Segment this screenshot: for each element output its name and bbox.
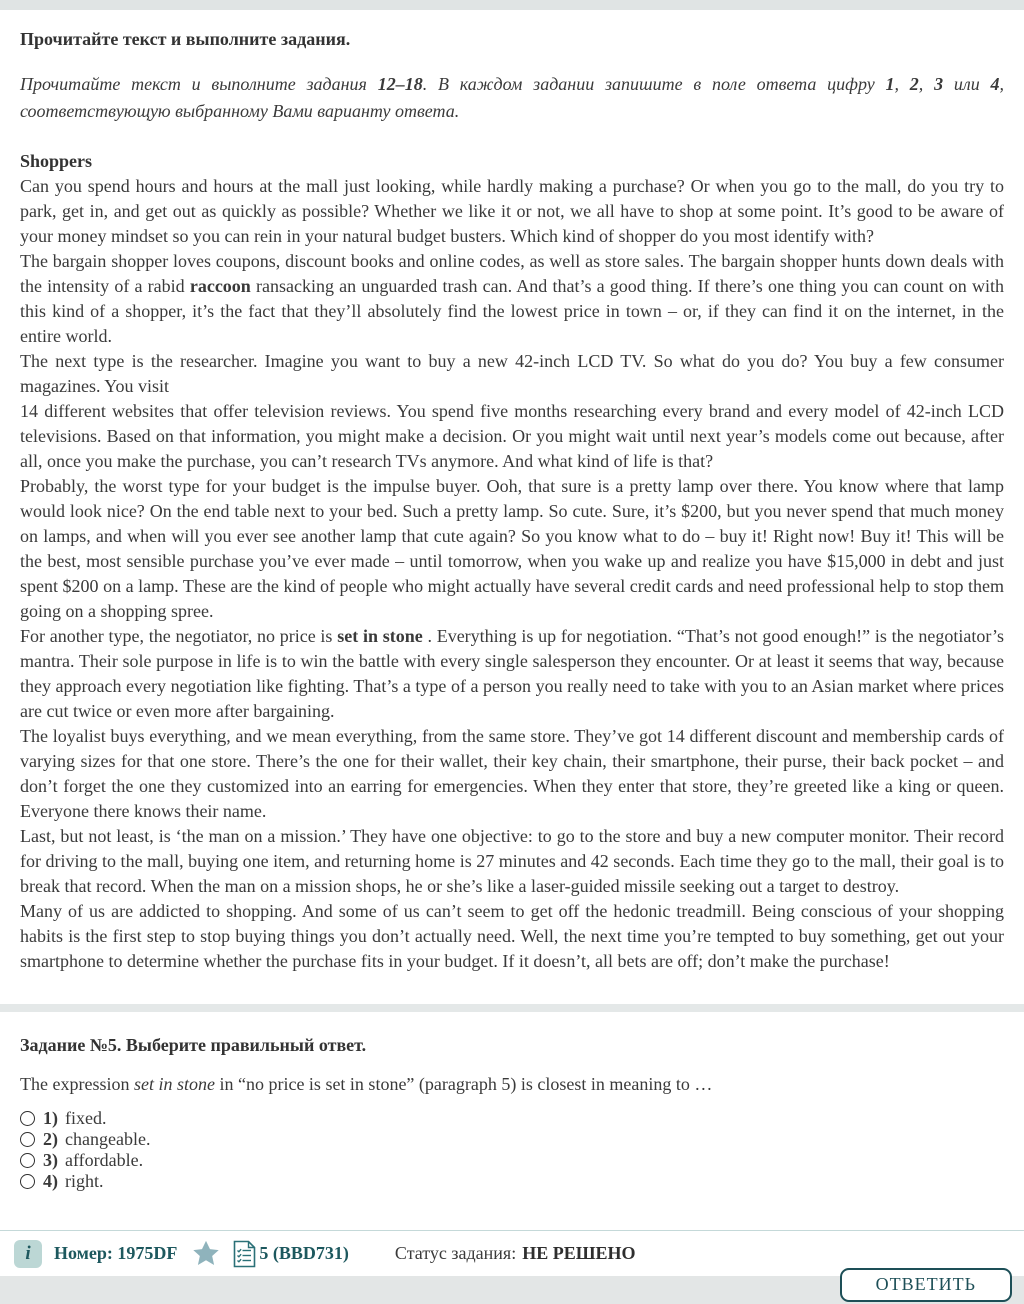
passage-paragraph xyxy=(20,724,1004,824)
radio-button-icon[interactable] xyxy=(20,1174,35,1189)
text-segment: 3 xyxy=(934,74,944,94)
instructions-title: Прочитайте текст и выполните задания. xyxy=(20,29,351,49)
option-number: 4) xyxy=(43,1171,58,1191)
text-segment: , xyxy=(894,74,910,94)
text-segment: set in stone xyxy=(133,1074,215,1094)
passage-title: Shoppers xyxy=(20,151,93,171)
answer-option[interactable] xyxy=(20,1108,1004,1129)
task-number-label: Номер: 1975DF xyxy=(54,1243,178,1263)
answer-options xyxy=(20,1108,1004,1192)
status-value: НЕ РЕШЕНО xyxy=(522,1243,636,1263)
status-label: Статус задания: xyxy=(394,1243,517,1263)
task-reference-link[interactable] xyxy=(233,1240,349,1268)
text-segment: The loyalist buys everything, and we mean everything, from the same store. They’ve got 14 different discount and membership cards of varying sizes for that one store. There’s the one for their wallet, their key chain, their smartphone, their purse, their back pocket – and don’t forget the one they customized into an earring for emergencies. When they enter that store, they’re greeted like a king or queen. Everyone there knows their name. xyxy=(20,726,1004,821)
option-label: affordable. xyxy=(65,1150,144,1170)
text-segment: Can you spend hours and hours at the mall just looking, while hardly making a purchase? Or when you go to the mall, do you try to park, get in, and get out as quickly as possible? Whether we like it or not, we all have to shop at some point. It’s good to be aware of your money mindset so you can rein in your natural budget busters. Which kind of shopper do you most identify with? xyxy=(20,176,1004,246)
passage-paragraph xyxy=(20,399,1004,474)
text-segment: Many of us are addicted to shopping. And some of us can’t seem to get off the hedonic treadmill. Being conscious of your shopping habits is the first step to stop buying things you don’t actually need. Well, the next time you’re tempted to buy something, get out your smartphone to determine whether the purchase fits in your budget. If it doesn’t, all bets are off; don’t make the purchase! xyxy=(20,901,1004,971)
text-segment: ransacking an unguarded trash can. And that’s a good thing. If there’s one thing you can count on with this kind of a shopper, it’s the fact that they’ll absolutely find the lowest price in town – or, if they can find it on the internet, in the entire world. xyxy=(20,276,1004,346)
passage-paragraph xyxy=(20,824,1004,899)
passage-paragraph xyxy=(20,624,1004,724)
passage-paragraph xyxy=(20,474,1004,624)
text-segment: in “no price is set in stone” (paragraph 5) is closest in meaning to … xyxy=(214,1074,713,1094)
answer-button[interactable]: ОТВЕТИТЬ xyxy=(840,1268,1012,1302)
passage-paragraph xyxy=(20,174,1004,249)
task-list-icon xyxy=(233,1240,256,1268)
text-segment: или xyxy=(943,74,991,94)
answer-option[interactable] xyxy=(20,1129,1004,1150)
passage-section xyxy=(0,10,1024,1004)
radio-button-icon[interactable] xyxy=(20,1132,35,1147)
text-segment: , соответствующую выбранному Вами варианту ответа. xyxy=(20,74,1005,121)
passage-paragraphs xyxy=(20,174,1004,974)
text-segment: 14 different websites that offer television reviews. You spend five months researching every brand and every model of 42-inch LCD televisions. Based on that information, you might make a decision. Or you might wait until next year’s models come out because, after all, once you make the purchase, you can’t research TVs anymore. And what kind of life is that? xyxy=(20,401,1004,471)
option-number: 3) xyxy=(43,1150,58,1170)
answer-option[interactable] xyxy=(20,1171,1004,1192)
text-segment: raccoon xyxy=(189,276,251,296)
text-segment: 2 xyxy=(909,74,919,94)
text-segment: set in stone xyxy=(337,626,423,646)
radio-button-icon[interactable] xyxy=(20,1111,35,1126)
option-label: right. xyxy=(65,1171,104,1191)
favorite-star-icon[interactable] xyxy=(191,1239,221,1268)
text-segment: Probably, the worst type for your budget is the impulse buyer. Ooh, that sure is a pretty lamp over there. You know where that lamp would look nice? On the end table next to your bed. Such a pretty lamp. So cute. Sure, it’s $200, but you never spend that much money on lamps, and when will you ever see another lamp that cute again? So you know what to do – buy it! Right now! Buy it! This will be the best, most sensible purchase you’ve ever made – until tomorrow, when you wake up and realize you have $15,000 in debt and just spent $200 on a lamp. These are the kind of people who might actually have several credit cards and need professional help to stop them going on a shopping spree. xyxy=(20,476,1004,621)
option-label: changeable. xyxy=(65,1129,151,1149)
passage-paragraph xyxy=(20,249,1004,349)
text-segment: The expression xyxy=(20,1074,134,1094)
passage-paragraph xyxy=(20,899,1004,974)
task-title: Задание №5. Выберите правильный ответ. xyxy=(20,1035,367,1055)
text-segment: . Everything is up for negotiation. “That’s not good enough!” is the negotiator’s mantra. Their sole purpose in life is to win the battle with every single salesperson they encounter. Or at least it seems that way, because they approach every negotiation like fighting. That’s a type of a person you really need to take with you to an Asian market where prices are cut twice or even more after bargaining. xyxy=(20,626,1005,721)
task-footer xyxy=(0,1230,1024,1304)
text-segment: For another type, the negotiator, no price is xyxy=(20,626,338,646)
option-label: fixed. xyxy=(65,1108,107,1128)
info-icon[interactable]: i xyxy=(14,1240,42,1268)
text-segment: 1 xyxy=(885,74,895,94)
passage-paragraph xyxy=(20,349,1004,399)
option-number: 2) xyxy=(43,1129,58,1149)
text-segment: Last, but not least, is ‘the man on a mission.’ They have one objective: to go to the store and buy a new computer monitor. Their record for driving to the mall, buying one item, and returning home is 27 minutes and 42 seconds. Each time they go to the mall, their goal is to break that record. When the man on a mission shops, he or she’s like a laser-guided missile seeking out a target to destroy. xyxy=(20,826,1004,896)
task-section xyxy=(0,1012,1024,1230)
radio-button-icon[interactable] xyxy=(20,1153,35,1168)
text-segment: The bargain shopper loves coupons, discount books and online codes, as well as store sales. The bargain shopper hunts down deals with the intensity of a rabid xyxy=(20,251,1004,296)
text-segment: 12–18 xyxy=(377,74,423,94)
text-segment: Прочитайте текст и выполните задания xyxy=(20,74,378,94)
question-text xyxy=(20,1072,1004,1097)
instructions-text xyxy=(20,71,1004,125)
text-segment: The next type is the researcher. Imagine you want to buy a new 42-inch LCD TV. So what do you do? You buy a few consumer magazines. You visit xyxy=(20,351,1004,396)
top-divider-bar xyxy=(0,0,1024,10)
text-segment: . В каждом задании запишите в поле ответа цифру xyxy=(422,74,886,94)
task-reference-label: 5 (BBD731) xyxy=(259,1243,349,1263)
option-number: 1) xyxy=(43,1108,58,1128)
task-status xyxy=(395,1243,636,1264)
text-segment: , xyxy=(918,74,935,94)
section-separator xyxy=(0,1004,1024,1012)
text-segment: 4 xyxy=(990,74,1000,94)
answer-option[interactable] xyxy=(20,1150,1004,1171)
